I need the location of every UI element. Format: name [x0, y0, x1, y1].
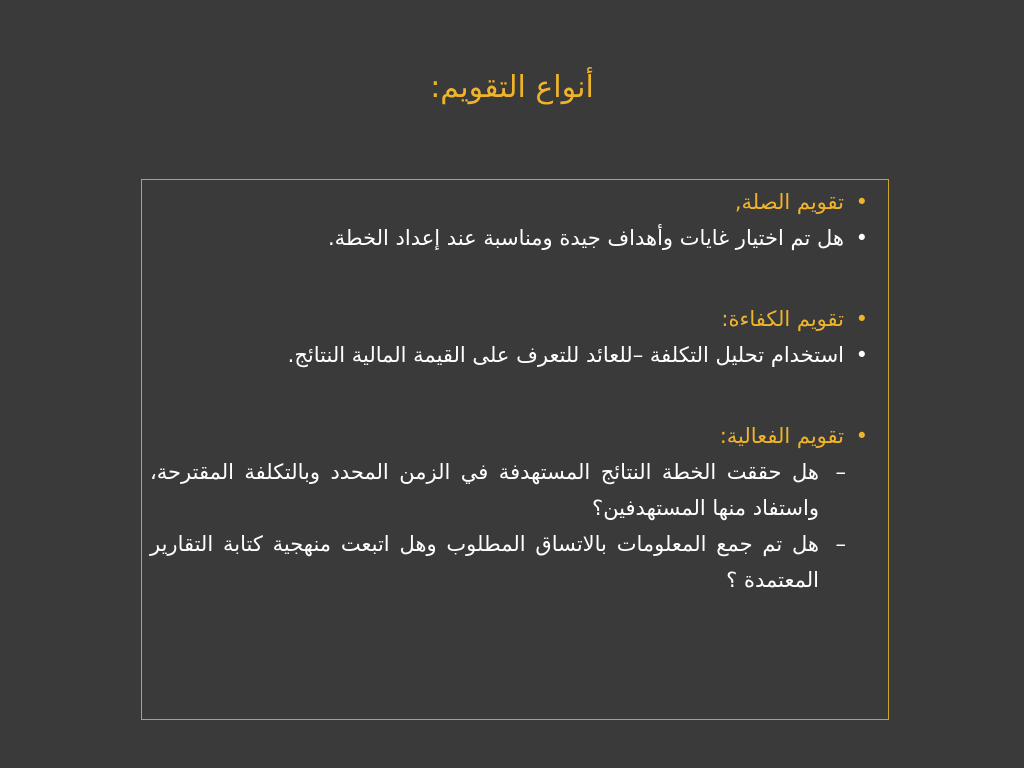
bullet-icon: • — [855, 190, 868, 214]
slide-title: أنواع التقويم: — [430, 70, 594, 105]
section-heading-text: تقويم الصلة, — [734, 190, 844, 214]
bullet-icon: • — [855, 343, 868, 367]
section-heading-effectiveness — [150, 418, 874, 454]
dash-item-text: هل حققت الخطة النتائج المستهدفة في الزمن المحدد وبالتكلفة المقترحة، واستفاد منها المستهدفين؟ — [150, 460, 819, 520]
content-box — [141, 179, 889, 720]
bullet-item — [150, 220, 874, 256]
section-heading-text: تقويم الفعالية: — [719, 424, 844, 448]
dash-icon: – — [835, 532, 846, 556]
content-list — [150, 184, 874, 598]
bullet-item — [150, 337, 874, 373]
bullet-item-text: استخدام تحليل التكلفة –للعائد للتعرف على القيمة المالية النتائج. — [287, 343, 844, 367]
bullet-icon: • — [855, 307, 868, 331]
dash-icon: – — [835, 460, 846, 484]
section-heading-efficiency — [150, 301, 874, 337]
dash-item — [150, 526, 874, 598]
bullet-icon: • — [855, 226, 868, 250]
dash-item — [150, 454, 874, 526]
section-heading-text: تقويم الكفاءة: — [721, 307, 844, 331]
bullet-item-text: هل تم اختيار غايات وأهداف جيدة ومناسبة عند إعداد الخطة. — [327, 226, 844, 250]
section-heading-relevance — [150, 184, 874, 220]
dash-item-text: هل تم جمع المعلومات بالاتساق المطلوب وهل اتبعت منهجية كتابة التقارير المعتمدة ؟ — [150, 532, 819, 592]
bullet-icon: • — [855, 424, 868, 448]
